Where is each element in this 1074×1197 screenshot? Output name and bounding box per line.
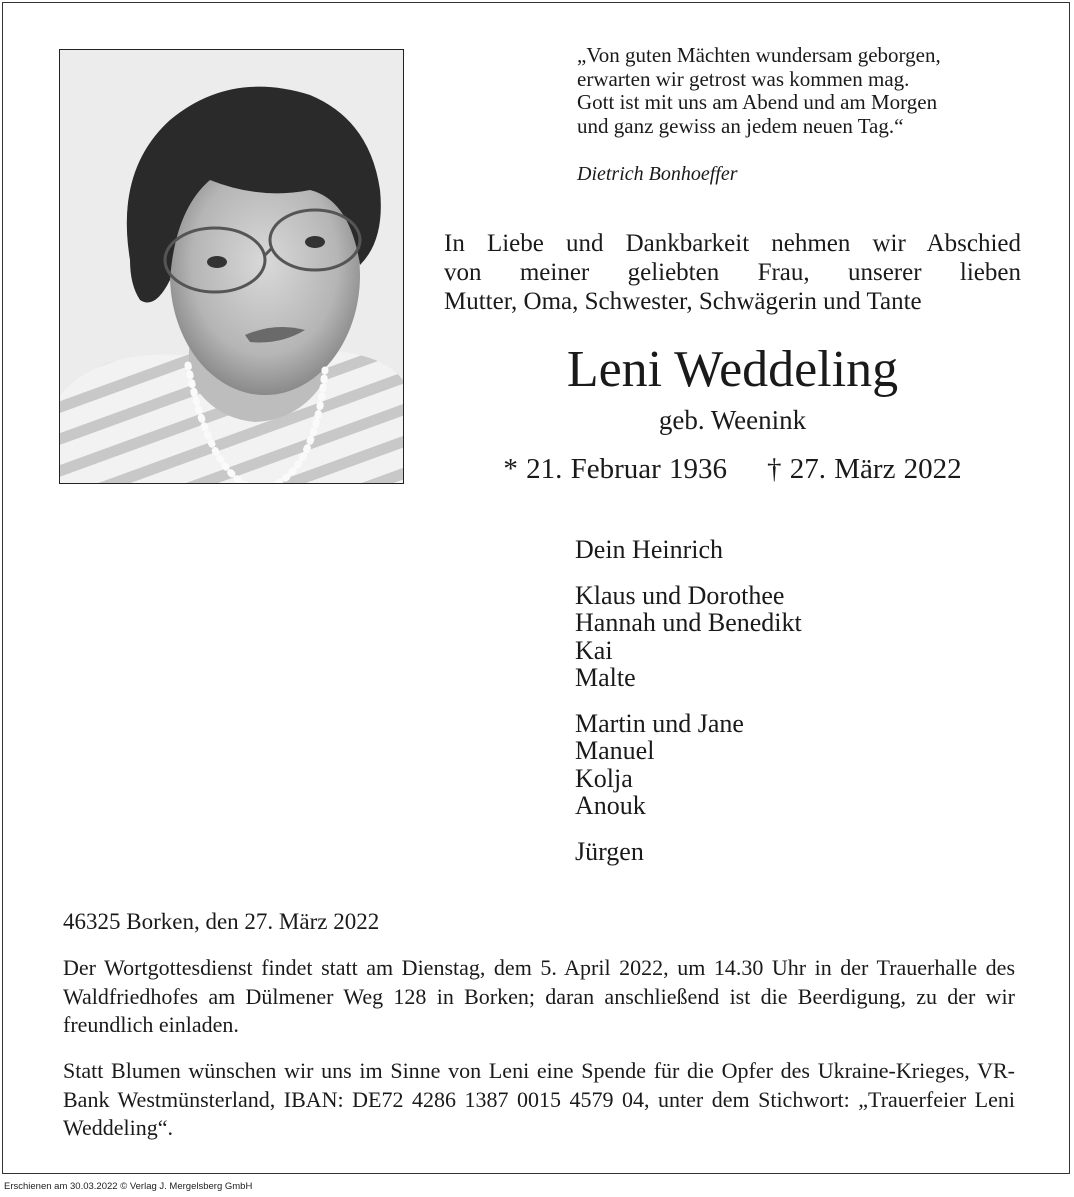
quote-block <box>577 44 1047 138</box>
quote-line: erwarten wir getrost was kommen mag. <box>577 66 910 91</box>
mourner-name: Manuel <box>575 736 655 765</box>
life-dates <box>444 453 1021 486</box>
mourner-name: Kai <box>575 635 613 665</box>
portrait-photo <box>59 49 404 484</box>
deceased-name: Leni Weddeling <box>566 341 899 398</box>
mourner-name: Martin und Jane <box>575 708 744 738</box>
birth-name: geb. Weenink <box>658 405 807 435</box>
mourner-name: Malte <box>575 663 636 692</box>
portrait-illustration <box>60 50 403 483</box>
quote-line: und ganz gewiss an jedem neuen Tag.“ <box>577 113 904 138</box>
farewell-line: von meiner geliebten Frau, unserer lieben <box>444 259 1021 286</box>
mourner-name: Hannah und Benedikt <box>575 608 802 637</box>
mourner-name: Anouk <box>575 791 646 820</box>
mourner-name: Kolja <box>575 763 633 793</box>
farewell-line: In Liebe und Dankbarkeit nehmen wir Abschied <box>444 230 1021 257</box>
mourner-group <box>575 710 802 820</box>
place-date: 46325 Borken, den 27. März 2022 <box>63 909 380 934</box>
mourner-group <box>575 582 802 692</box>
death-date: † 27. März 2022 <box>767 453 962 485</box>
publisher-footer: Erschienen am 30.03.2022 © Verlag J. Mergelsberg GmbH <box>4 1181 253 1192</box>
donation-info: Statt Blumen wünschen wir uns im Sinne von Leni eine Spende für die Opfer des Ukraine-Krieges, VR-Bank Westmünsterland, IBAN: DE72 4286 1387 0015 4579 04, unter dem Stichwort: „Trauerfeier Leni Weddeling“. <box>63 1058 1015 1140</box>
quote-author: Dietrich Bonhoeffer <box>577 163 738 185</box>
mourner-name: Jürgen <box>575 836 644 866</box>
mourner-name: Klaus und Dorothee <box>575 580 785 610</box>
mourner-name: Dein Heinrich <box>575 535 724 564</box>
mourners-list <box>575 536 802 883</box>
mourner-group <box>575 536 802 564</box>
mourner-group <box>575 838 802 866</box>
quote-line: „Von guten Mächten wundersam geborgen, <box>577 43 941 67</box>
farewell-line: Mutter, Oma, Schwester, Schwägerin und Tante <box>444 288 922 315</box>
birth-date: * 21. Februar 1936 <box>503 453 727 485</box>
farewell-text <box>444 229 1021 316</box>
quote-line: Gott ist mit uns am Abend und am Morgen <box>577 90 938 114</box>
service-info: Der Wortgottesdienst findet statt am Dienstag, dem 5. April 2022, um 14.30 Uhr in der Trauerhalle des Waldfriedhofes am Dülmener Weg 128 in Borken; daran anschließend ist die Beerdigung, zu der wir freundlich einladen. <box>63 955 1015 1037</box>
